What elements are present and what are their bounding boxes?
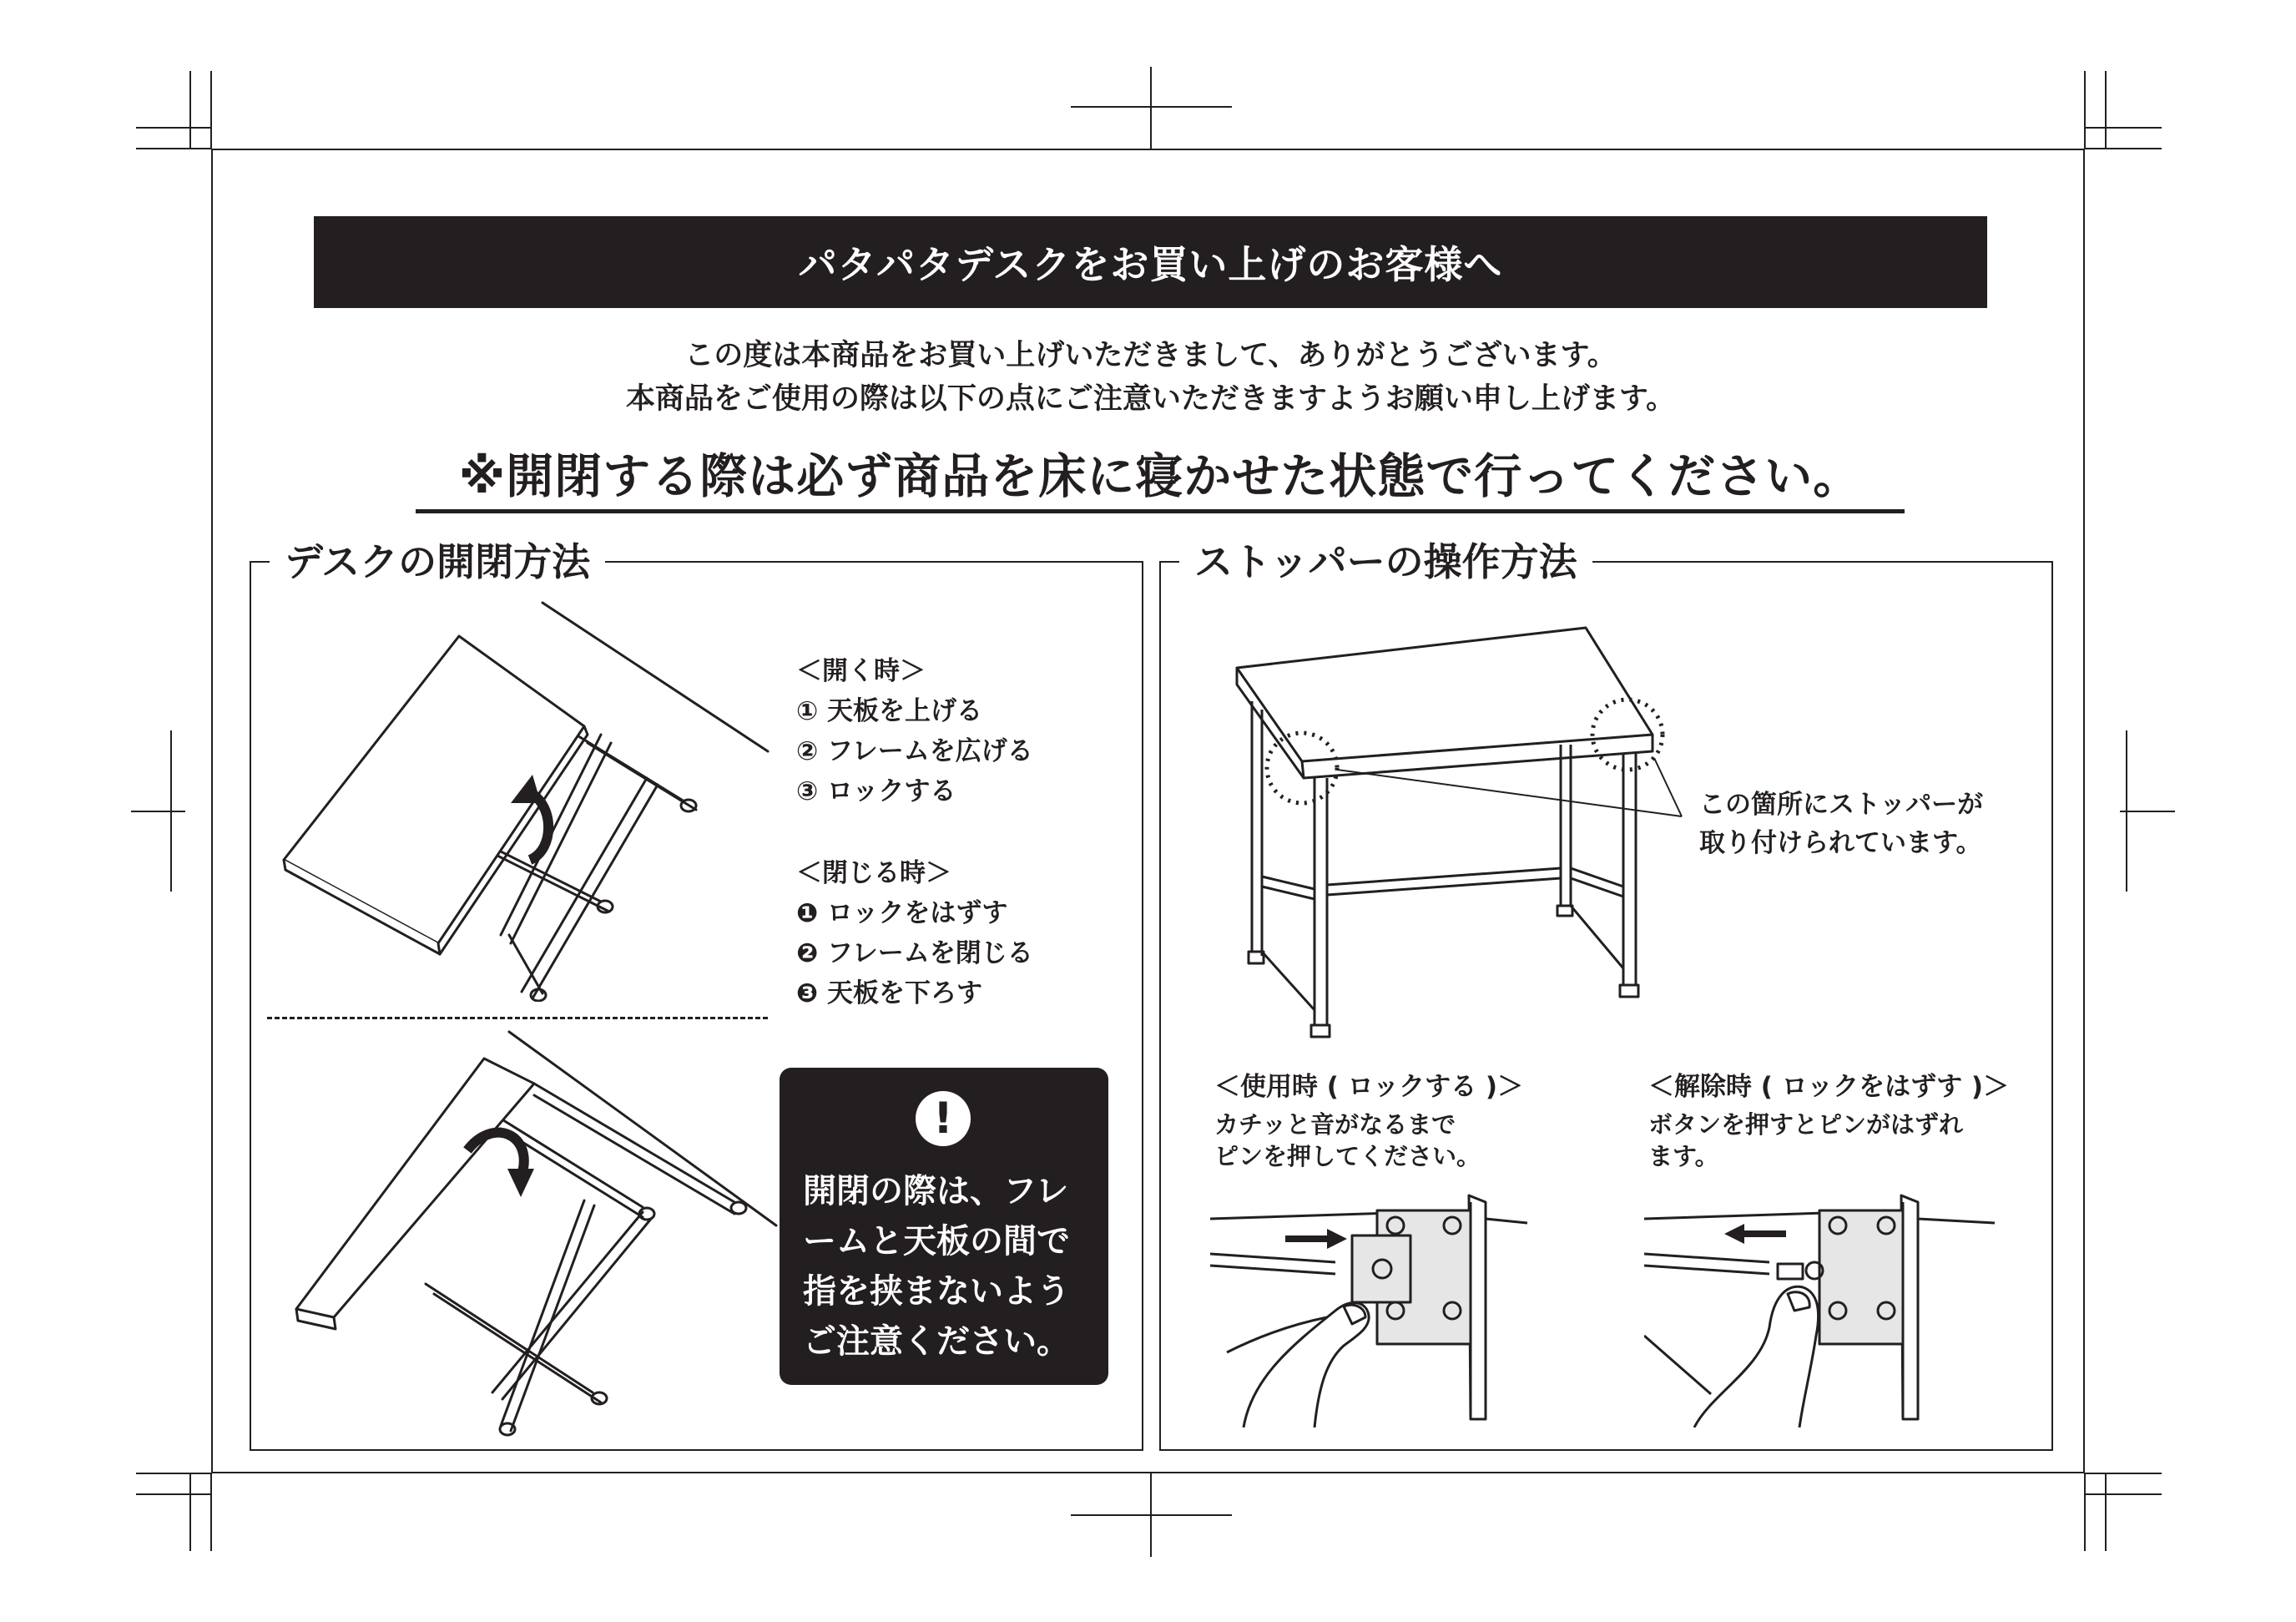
release-illustration (1644, 1185, 1995, 1427)
close-step-3: ❸ 天板を下ろす (796, 978, 983, 1008)
arrow-right-icon (1285, 1229, 1347, 1249)
open-step-2: ② フレームを広げる (796, 736, 1033, 766)
close-step-2: ❷ フレームを閉じる (796, 938, 1033, 968)
caution-line: ームと天板の間で (803, 1222, 1070, 1261)
lock-label: ＜使用時 ( ロックする )＞ (1214, 1072, 1524, 1102)
caution-line: ご注意ください。 (803, 1322, 1070, 1361)
lock-desc (1214, 1109, 1481, 1172)
close-step-1: ❶ ロックをはずす (796, 898, 1008, 928)
stopper-callout-2: 取り付けられています。 (1699, 828, 1982, 858)
lock-desc-line: ピンを押してください。 (1214, 1142, 1481, 1170)
release-desc (1648, 1109, 1963, 1172)
caution-box (780, 1068, 1108, 1385)
open-step-1: ① 天板を上げる (796, 696, 983, 726)
intro-line-1: この度は本商品をお買い上げいただきまして、ありがとうございます。 (684, 339, 1617, 372)
desk-opening-title: デスクの開閉方法 (270, 538, 605, 586)
stopper-title: ストッパーの操作方法 (1179, 538, 1592, 586)
open-step-3: ③ ロックする (796, 776, 956, 806)
caution-text (803, 1166, 1091, 1367)
release-desc-line: ボタンを押すとピンがはずれ (1648, 1110, 1964, 1139)
release-desc-line: ます。 (1648, 1142, 1719, 1170)
desk-illustration (1227, 618, 1694, 1052)
open-steps-header: ＜開く時＞ (796, 656, 926, 686)
warning-heading: ※開閉する際は必ず商品を床に寝かせた状態で行ってください。 (416, 444, 1905, 513)
lock-illustration (1210, 1185, 1527, 1427)
lock-desc-line: カチッと音がなるまで (1214, 1110, 1456, 1139)
caution-line: 開閉の際は、フレ (803, 1172, 1069, 1210)
page-title: パタパタデスクをお買い上げのお客様へ (314, 216, 1987, 308)
close-steps-header: ＜閉じる時＞ (796, 858, 951, 888)
intro-line-2: 本商品をご使用の際は以下の点にご注意いただきますようお願い申し上げます。 (625, 382, 1676, 416)
exclamation-icon: ! (916, 1091, 971, 1146)
curved-arrow-icon (467, 1133, 534, 1197)
release-label: ＜解除時 ( ロックをはずす )＞ (1648, 1072, 2010, 1102)
desk-open-illustration (267, 584, 785, 1002)
stopper-callout-1: この箇所にストッパーが (1699, 790, 1984, 820)
arrow-left-icon (1724, 1224, 1786, 1244)
divider (267, 1017, 768, 1019)
caution-line: 指を挟まないよう (803, 1272, 1070, 1311)
desk-close-illustration (284, 1025, 785, 1443)
